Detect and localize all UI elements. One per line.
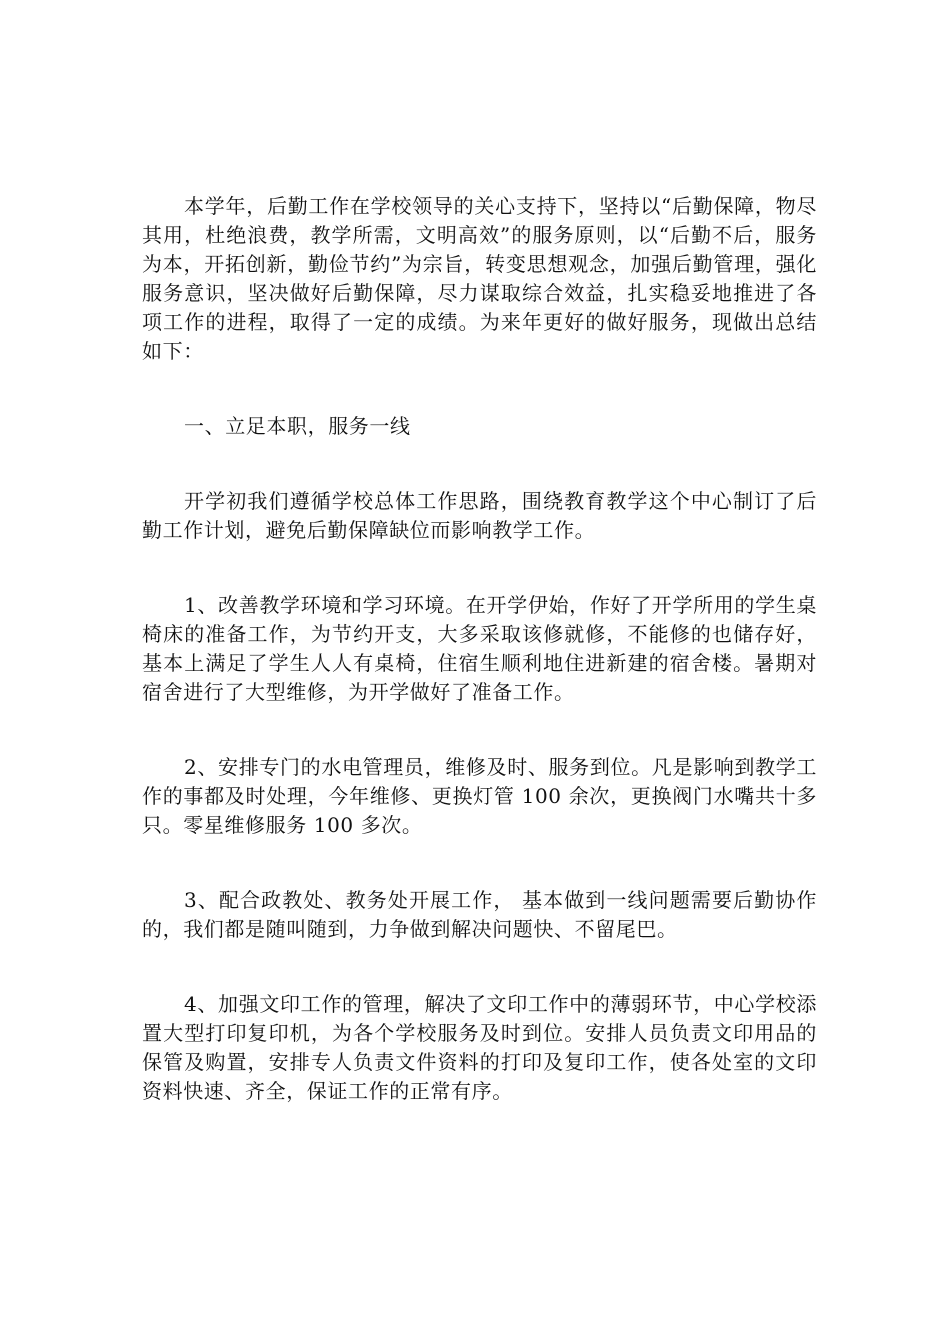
- section-heading: 一、立足本职，服务一线: [184, 414, 411, 438]
- paragraph-item-3: 3、配合政教处、教务处开展工作， 基本做到一线问题需要后勤协作的，我们都是随叫随到，力争做到解决问题快、不留尾巴。: [142, 888, 817, 941]
- paragraph-intro: 本学年，后勤工作在学校领导的关心支持下，坚持以“后勤保障，物尽其用，杜绝浪费，教学所需，文明高效”的服务原则，以“后勤不后，服务为本，开拓创新，勤俭节约”为宗旨，转变思想观念，加强后勤管理，强化服务意识，坚决做好后勤保障，尽力谋取综合效益，扎实稳妥地推进了各项工作的进程，取得了一定的成绩。为来年更好的做好服务，现做出总结如下：: [142, 194, 817, 363]
- paragraph-plan: 开学初我们遵循学校总体工作思路，围绕教育教学这个中心制订了后勤工作计划，避免后勤保障缺位而影响教学工作。: [142, 489, 817, 542]
- paragraph-item-1: 1、改善教学环境和学习环境。在开学伊始，作好了开学所用的学生桌椅床的准备工作，为节约开支，大多采取该修就修，不能修的也储存好，基本上满足了学生人人有桌椅，住宿生顺利地住进新建的宿舍楼。暑期对宿舍进行了大型维修，为开学做好了准备工作。: [142, 593, 817, 704]
- document-body: [142, 192, 817, 1152]
- paragraph-item-2: 2、安排专门的水电管理员，维修及时、服务到位。凡是影响到教学工作的事都及时处理，今年维修、更换灯管 100 余次，更换阀门水嘴共十多只。零星维修服务 100 多次。: [142, 755, 817, 837]
- paragraph-item-4: 4、加强文印工作的管理，解决了文印工作中的薄弱环节，中心学校添置大型打印复印机，为各个学校服务及时到位。安排人员负责文印用品的保管及购置，安排专人负责文件资料的打印及复印工作，使各处室的文印资料快速、齐全，保证工作的正常有序。: [142, 992, 817, 1103]
